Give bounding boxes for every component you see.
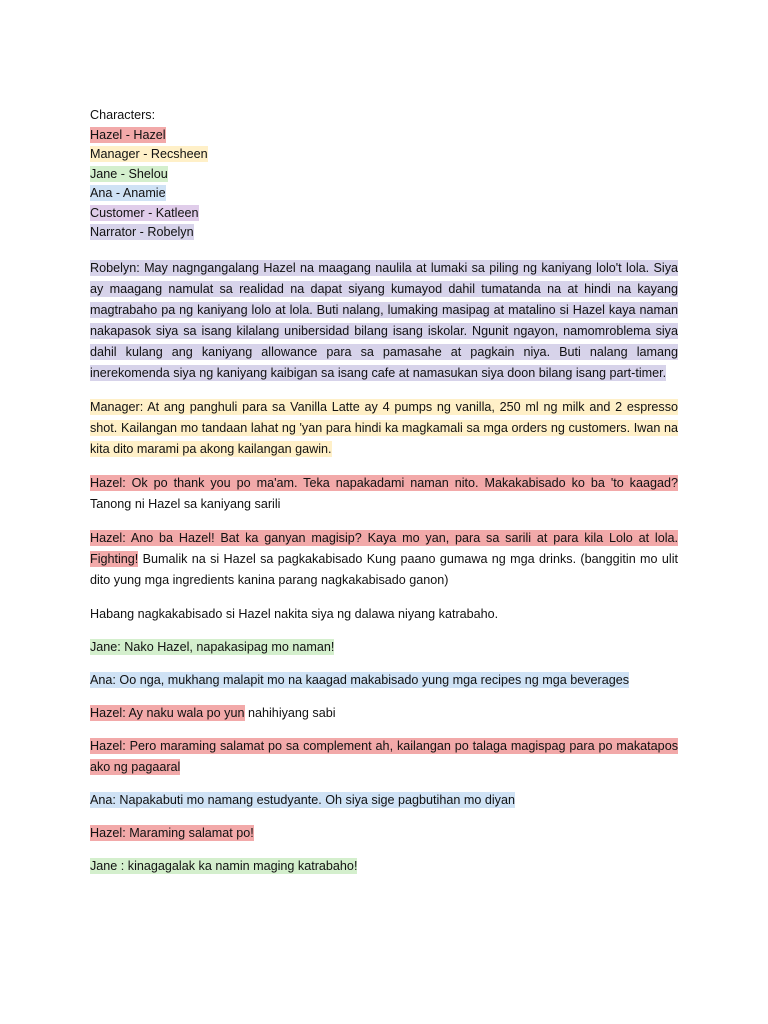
- narration-text: Bumalik na si Hazel sa pagkakabisado Kung paano gumawa ng mga drinks. (banggitin mo ulit dito yung mga ingredients kanina parang nagkakabisado ganon): [90, 551, 678, 587]
- hazel-line: Hazel: Maraming salamat po!: [90, 825, 254, 840]
- script-paragraph: [90, 637, 678, 658]
- script-paragraph: [90, 528, 678, 591]
- script-paragraph: [90, 703, 678, 724]
- hazel-line: Hazel: Pero maraming salamat po sa complement ah, kailangan po talaga magispag para po makatapos ako ng pagaaral: [90, 738, 678, 774]
- hazel-line: Hazel: Ano ba Hazel! Bat ka ganyan magisip? Kaya mo yan, para sa sarili at para kila Lolo at lola. Fighting!: [90, 530, 678, 566]
- narrator-line: Robelyn: May nagngangalang Hazel na maagang naulila at lumaki sa piling ng kaniyang lolo't lola. Siya ay maagang namulat sa realidad na dapat siyang kumayod dahil tumatanda na at hindi na kayang magtrabaho pa ng kaniyang lolo at lola. Buti nalang, lumaking masipag at matalino si Hazel kaya naman nakapasok siya sa isang kilalang unibersidad bilang isang iskolar. Ngunit ngayon, namomroblema siya dahil kulang ang kaniyang allowance para sa pamasahe at pagkain niya. Buti nalang lamang inerekomenda siya ng kaniyang kaibigan sa isang cafe at namasukan siya doon bilang isang part-timer.: [90, 260, 678, 380]
- ana-line: Ana: Oo nga, mukhang malapit mo na kaagad makabisado yung mga recipes ng mga beverages: [90, 672, 630, 687]
- script-paragraph: [90, 604, 678, 625]
- character-entry: Ana - Anamie: [90, 186, 166, 200]
- jane-line: Jane: Nako Hazel, napakasipag mo naman!: [90, 639, 335, 654]
- script-paragraph: [90, 473, 678, 515]
- character-entry: Manager - Recsheen: [90, 147, 208, 161]
- script-paragraph: [90, 736, 678, 778]
- script-paragraph: [90, 258, 678, 384]
- document-body: [90, 106, 678, 877]
- character-entry: Hazel - Hazel: [90, 127, 166, 142]
- narration-text: nahihiyang sabi: [244, 705, 336, 720]
- character-entry: Jane - Shelou: [90, 166, 168, 181]
- script-paragraph: [90, 397, 678, 460]
- script-paragraph: [90, 790, 678, 811]
- ana-line: Ana: Napakabuti mo namang estudyante. Oh siya sige pagbutihan mo diyan: [90, 792, 515, 807]
- hazel-line: Hazel: Ay naku wala po yun: [90, 705, 245, 720]
- hazel-line: Hazel: Ok po thank you po ma'am. Teka napakadami naman nito. Makakabisado ko ba 'to kaagad?: [90, 475, 678, 490]
- script-paragraph: [90, 823, 678, 844]
- jane-line: Jane : kinagagalak ka namin maging katrabaho!: [90, 858, 358, 873]
- narration-text: Habang nagkakabisado si Hazel nakita siya ng dalawa niyang katrabaho.: [90, 606, 499, 621]
- script-paragraph: [90, 856, 678, 877]
- manager-line: Manager: At ang panghuli para sa Vanilla Latte ay 4 pumps ng vanilla, 250 ml ng milk and 2 espresso shot. Kailangan mo tandaan lahat ng 'yan para hindi ka magkamali sa mga orders ng customers. Iwan na kita dito marami pa akong kailangan gawin.: [90, 399, 678, 456]
- narration-text: Tanong ni Hazel sa kaniyang sarili: [90, 496, 281, 511]
- script-paragraph: [90, 670, 678, 691]
- character-entry: Narrator - Robelyn: [90, 225, 194, 239]
- character-entry: Customer - Katleen: [90, 205, 199, 220]
- characters-heading: Characters:: [90, 108, 156, 122]
